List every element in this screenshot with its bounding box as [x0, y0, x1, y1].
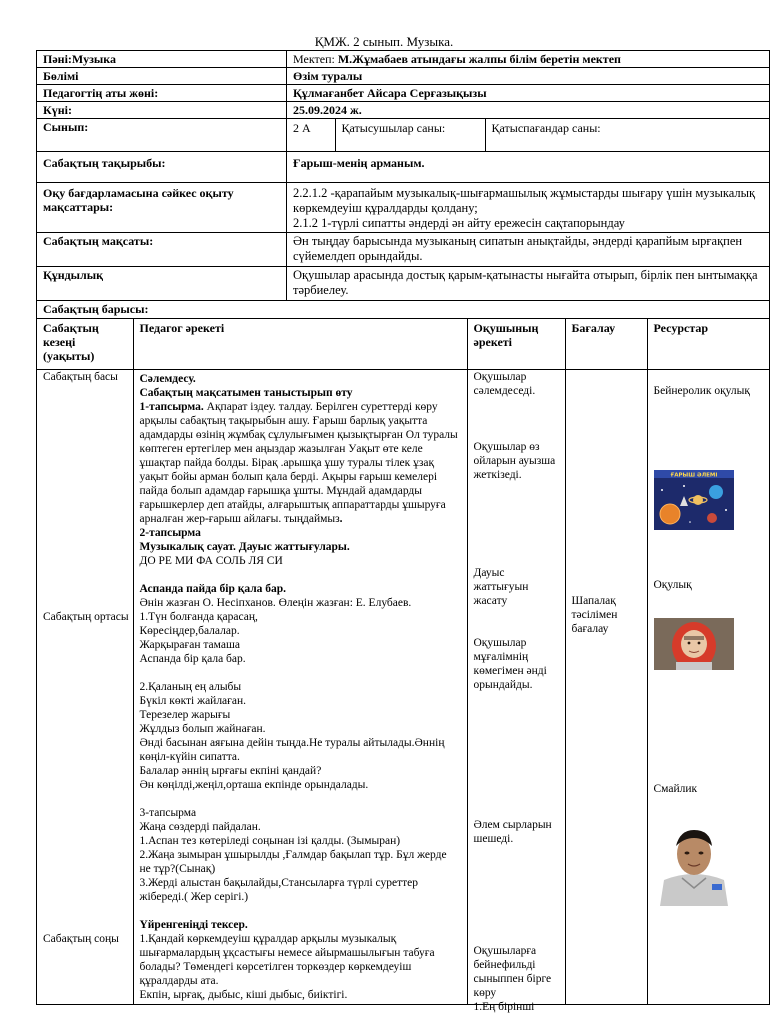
resources-column [647, 369, 769, 1004]
task1 [140, 400, 461, 526]
cosmonaut-image-1 [654, 618, 734, 670]
objective-1: 2.2.1.2 -қарапайым музыкалық-шығармашылық жұмыстарды шығару үшін музыкалық көркемдеуіш құралдарды қолдану; [293, 186, 756, 215]
student-activity-1: Оқушылар сәлемдеседі. [473, 370, 536, 397]
goal-value: Ән тыңдау барысында музыканың сипатын анықтайды, әндерді қарапйым ырғақпен сүйемелдеп орындайды. [287, 233, 770, 267]
assessment-method: Шапалақ тәсілімен бағалау [571, 594, 618, 635]
student-activity-7: 1.Ең бірінші [473, 1000, 535, 1013]
col-stage-header: Сабақтың кезеңі (уақыты) [37, 319, 133, 369]
task3-item-1: 1.Аспан тез көтеріледі соңынан ізі қалды. (Зымыран) [139, 834, 401, 847]
student-activity-6: Оқушыларға бейнефильді сыныппен бірге көру [473, 944, 552, 999]
school-label: Мектеп: [293, 52, 338, 66]
row-teacher [37, 85, 770, 102]
date-value: 25.09.2024 ж. [287, 102, 770, 119]
check-terms: Екпін, ырғақ, дыбыс, кіші дыбыс, биіктігі. [139, 988, 348, 1001]
student-activity-column [467, 369, 565, 1013]
class-value: 2 А [293, 121, 311, 135]
student-activity-2: Оқушылар өз ойларын ауызша жеткізеді. [473, 440, 556, 481]
present-count-label: Қатысушылар саны: [335, 119, 485, 151]
resource-textbook: Оқулық [653, 578, 692, 591]
main-inner-table [37, 319, 769, 1013]
verse1-line4: Аспанда бір қала бар. [139, 652, 246, 665]
task2-sub: Музыкалық сауат. Дауыс жаттығулары. [139, 540, 350, 553]
row-topic [37, 152, 770, 183]
school-value: М.Жұмабаев атындағы жалпы білім беретін мектеп [337, 52, 621, 66]
value-label: Құндылық [37, 267, 287, 301]
verse2-line3: Терезелер жарығы [139, 708, 231, 721]
verse2-line2: Бүкіл көкті жайлаған. [139, 694, 247, 707]
row-objectives [37, 183, 770, 233]
teacher-value: Құлмағанбет Айсара Серғазықызы [287, 85, 770, 102]
col-resources-header: Ресурстар [647, 319, 769, 369]
row-progress [37, 301, 770, 319]
teacher-label: Педагогтің аты жөні: [37, 85, 287, 102]
verse1-line2: Көресіңдер,балалар. [139, 624, 240, 637]
intro: Сабақтың мақсатымен таныстырып өту [139, 386, 353, 399]
main-cell [37, 319, 770, 1013]
verse2-line4: Жұлдыз болып жайнаған. [139, 722, 266, 735]
verse1-line3: Жарқыраған тамаша [139, 638, 240, 651]
space-world-caption: ҒАРЫШ ӘЛЕМІ [670, 472, 717, 478]
task3-item-2: 2.Жаңа зымыран ұшырылды ,Ғалмдар бақылап тұр. Бұл жерде не тұр?(Сынақ) [139, 848, 447, 875]
student-activity-5: Әлем сырларын шешеді. [473, 818, 552, 845]
task2-title: 2-тапсырма [139, 526, 201, 539]
class-label: Сынып: [37, 119, 287, 152]
subject-cell: Пәні:Музыка [37, 51, 287, 68]
goal-label: Сабақтың мақсаты: [37, 233, 287, 267]
row-date [37, 102, 770, 119]
main-header-row [37, 319, 769, 369]
date-label: Күні: [37, 102, 287, 119]
verse2-line1: 2.Қаланың ең алыбы [139, 680, 242, 693]
greeting: Сәлемдесу. [139, 372, 196, 385]
task1-title: 1-тапсырма. [139, 400, 207, 413]
student-activity-3: Дауыс жаттығуын жасату [473, 566, 529, 607]
question-2: Балалар әннің ырғағы екпіні қандай? [139, 764, 322, 777]
stage-start: Сабақтың басы [43, 370, 118, 383]
document-title: ҚМЖ. 2 сынып. Музыка. [314, 34, 454, 49]
objectives-label: Оқу бағдарламасына сәйкес оқыту мақсаттары: [37, 183, 287, 233]
school-cell [287, 51, 770, 68]
stage-middle: Сабақтың ортасы [43, 610, 129, 623]
main-body-row [37, 369, 769, 1004]
row-class [37, 119, 770, 152]
stage-column [37, 369, 133, 1004]
question-1: Әнді басынан аяғына дейін тыңда.Не туралы айтылады.Әннің көңіл-күйін сипатта. [139, 736, 445, 763]
absent-count-label: Қатыспағандар саны: [485, 119, 769, 151]
song-title: Аспанда пайда бір қала бар. [139, 582, 287, 595]
stage-end: Сабақтың соңы [43, 932, 119, 945]
objectives-cell [287, 183, 770, 233]
class-inner-table [287, 119, 769, 151]
task3-item-3: 3.Жерді алыстан бақылайды,Стансыларға түрлі суреттер жібереді.( Жер серігі.) [139, 876, 418, 903]
col-teacher-header: Педагог әрекеті [133, 319, 467, 369]
task3-title: 3-тапсырма [139, 806, 197, 819]
verse1-line1: 1.Түн болғанда қарасаң, [139, 610, 258, 623]
assessment-column [565, 369, 647, 1004]
col-student-header: Оқушының әрекеті [467, 319, 565, 369]
teacher-activity-column [133, 369, 467, 1004]
lesson-plan-table [36, 50, 770, 1013]
cosmonaut-image-2 [654, 822, 734, 906]
row-main [37, 319, 770, 1005]
student-activity-4: Оқушылар мұғалімнің көмегімен әнді орындайды. [473, 636, 547, 691]
question-3: Ән көңілді,жеңіл,орташа екпінде орындалады. [139, 778, 369, 791]
section-value: Өзім туралы [287, 68, 770, 85]
resource-smiley: Смайлик [653, 782, 698, 795]
task1-text: Ақпарат іздеу. талдау. Берілген суреттерді көру арқылы сабақтың тақырыбын ашу. Ғарыш барлық уақытта адамдарды өзінің жұмбақ сұлулығымен қызықтырған Ол туралы көптеген ертегілер мен аңыздар жазылған Уақыт өте келе ұшақтар пайда болды. Бірақ .арышқа ұшу туралы тілек ұзақ уақыт бойы арман болып қала берді. Ақыры ғарыш кемелері пайда болып адамдар ғарышқа ұшты. Мұндай адамдарды ғарышкерлер деп атайды, алғарыштық аппараттарды ұшыруға арналған жер-ғарыш айлағы. тыңдаймыз [139, 400, 458, 525]
col-assessment-header: Бағалау [565, 319, 647, 369]
topic-value: Ғарыш-менің арманым. [287, 152, 770, 183]
class-cell [287, 119, 770, 152]
topic-label: Сабақтың тақырыбы: [37, 152, 287, 183]
progress-label: Сабақтың барысы: [37, 301, 770, 319]
row-value [37, 267, 770, 301]
solfege-notes: ДО РЕ МИ ФА СОЛЬ ЛЯ СИ [139, 554, 283, 567]
section-label: Бөлімі [37, 68, 287, 85]
task3-sub: Жаңа сөздерді пайдалан. [139, 820, 261, 833]
check-title: Үйренгеніңді тексер. [139, 918, 248, 931]
song-authors: Әнін жазған О. Несіпханов. Өлеңін жазған: Е. Елубаев. [139, 596, 412, 609]
objective-2: 2.1.2 1-түрлі сипатты әндерді ән айту ережесін сақтапорындау [293, 216, 625, 230]
space-world-image [654, 470, 734, 530]
resource-video: Бейнеролик оқулық [653, 384, 750, 397]
check-question: 1.Қандай көркемдеуіш құралдар арқылы музыкалық шығармалардың ұқсастығы немесе айырмашылығын табуға болады? Төмендегі көрсетілген торкөздер көркемдеуіш құралдарды ата. [139, 932, 435, 987]
row-goal [37, 233, 770, 267]
task1-end: . [339, 512, 343, 525]
value-value: Оқушылар арасында достық қарым-қатынасты нығайта отырып, бірлік пен ынтымаққа тәрбиелеу. [287, 267, 770, 301]
row-section [37, 68, 770, 85]
row-subject [37, 51, 770, 68]
